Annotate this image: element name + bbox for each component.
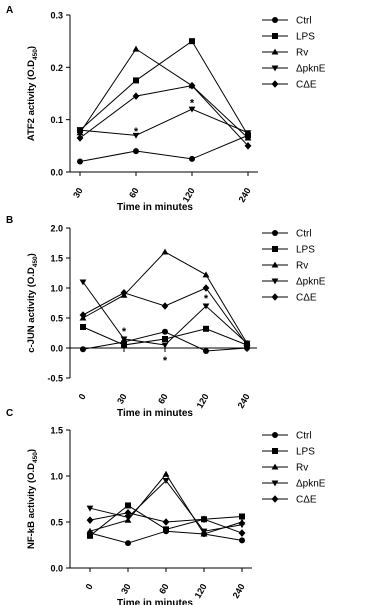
legend-marker-lps — [272, 33, 278, 39]
legend-label-lps: LPS — [296, 446, 315, 458]
data-point-lps — [162, 336, 168, 342]
legend-marker-c-e — [272, 80, 279, 88]
data-point-ctrl — [162, 329, 168, 335]
data-point-c-e — [163, 518, 170, 526]
data-point-rv — [203, 271, 210, 277]
significance-star: * — [189, 97, 195, 110]
legend-marker-lps — [272, 448, 278, 454]
data-point-lps — [239, 513, 245, 519]
data-point-ctrl — [189, 156, 195, 162]
data-point-ctrl — [203, 348, 209, 354]
x-tick-label: 120 — [194, 392, 211, 411]
series-line-pkne — [80, 109, 248, 135]
legend-label-pkne: ΔpknE — [296, 63, 326, 75]
x-tick-label: 240 — [235, 392, 252, 411]
legend-marker-ctrl — [272, 432, 278, 438]
x-axis-label: Time in minutes — [117, 202, 193, 213]
y-tick-label: 0.1 — [50, 115, 63, 126]
x-tick-label: 30 — [71, 186, 85, 200]
data-point-c-e — [239, 529, 246, 537]
chart-panel-a — [6, 5, 326, 213]
x-tick-label: 60 — [127, 186, 141, 200]
legend-label-lps: LPS — [296, 31, 315, 43]
panel-label: B — [6, 215, 14, 226]
data-point-lps — [125, 502, 131, 508]
significance-star: * — [203, 293, 209, 305]
legend-label-c-e: CΔE — [296, 292, 317, 304]
x-tick-label: 30 — [115, 392, 129, 406]
legend-label-pkne: ΔpknE — [296, 478, 326, 490]
data-point-c-e — [80, 311, 87, 319]
y-tick-label: 0.0 — [50, 343, 63, 354]
legend-marker-ctrl — [272, 17, 278, 23]
y-tick-label: 0.5 — [50, 517, 63, 528]
significance-star: * — [121, 326, 127, 338]
y-tick-label: 0.3 — [50, 10, 63, 21]
y-tick-label: 0.2 — [50, 62, 63, 73]
x-tick-label: 240 — [230, 582, 247, 601]
data-point-rv — [162, 249, 169, 255]
y-axis-label: ATF2 activity $(O.D_{450})$ — [26, 45, 39, 142]
legend-label-c-e: CΔE — [296, 79, 317, 91]
y-tick-label: -0.5 — [47, 373, 63, 384]
legend-label-rv: Rv — [296, 47, 309, 59]
data-point-lps — [80, 324, 86, 330]
significance-star: * — [162, 354, 168, 367]
data-point-c-e — [77, 134, 84, 142]
x-tick-label: 60 — [156, 392, 170, 406]
significance-star: * — [133, 126, 139, 139]
data-point-ctrl — [125, 540, 131, 546]
data-point-c-e — [87, 516, 94, 524]
legend-marker-c-e — [272, 293, 279, 301]
chart-panel-b — [6, 215, 326, 419]
legend-label-rv: Rv — [296, 260, 309, 272]
data-point-ctrl — [77, 159, 83, 165]
legend-label-rv: Rv — [296, 462, 309, 474]
legend-label-ctrl: Ctrl — [296, 15, 312, 27]
y-tick-label: 0.0 — [50, 563, 63, 574]
x-tick-label: 30 — [119, 582, 133, 596]
data-point-ctrl — [239, 537, 245, 543]
data-point-c-e — [162, 302, 169, 310]
data-point-c-e — [121, 289, 128, 297]
x-axis-label: Time in minutes — [117, 408, 193, 419]
data-point-lps — [189, 38, 195, 44]
data-point-lps — [163, 526, 169, 532]
y-axis-label: c-JUN activity $(O.D_{450})$ — [26, 253, 39, 353]
data-point-lps — [133, 77, 139, 83]
x-tick-label: 60 — [157, 582, 171, 596]
legend-label-ctrl: Ctrl — [296, 228, 312, 240]
y-tick-label: 2.0 — [50, 223, 63, 234]
y-tick-label: 0.5 — [50, 313, 63, 324]
x-axis-label: Time in minutes — [117, 598, 193, 605]
x-tick-label: 240 — [236, 186, 253, 205]
x-tick-label: 0 — [83, 582, 95, 592]
data-point-rv — [163, 471, 170, 477]
legend-marker-lps — [272, 246, 278, 252]
data-point-lps — [203, 326, 209, 332]
legend-marker-ctrl — [272, 230, 278, 236]
data-point-rv — [133, 46, 140, 52]
data-point-ctrl — [133, 148, 139, 154]
series-line-ctrl — [80, 135, 248, 161]
chart-panel-c — [6, 408, 326, 605]
y-tick-label: 0.0 — [50, 167, 63, 178]
y-tick-label: 1.5 — [50, 253, 63, 264]
legend-label-lps: LPS — [296, 244, 315, 256]
x-tick-label: 120 — [180, 186, 197, 205]
data-point-c-e — [133, 92, 140, 100]
series-line-lps — [80, 41, 248, 135]
legend-marker-c-e — [272, 495, 279, 503]
legend-label-c-e: CΔE — [296, 494, 317, 506]
y-tick-label: 1.0 — [50, 283, 63, 294]
x-tick-label: 120 — [192, 582, 209, 601]
panel-label: A — [6, 5, 14, 16]
panel-label: C — [6, 408, 14, 419]
y-tick-label: 1.5 — [50, 425, 63, 436]
data-point-lps — [121, 342, 127, 348]
legend-label-pkne: ΔpknE — [296, 276, 326, 288]
data-point-ctrl — [80, 346, 86, 352]
x-tick-label: 0 — [76, 392, 88, 402]
legend-label-ctrl: Ctrl — [296, 430, 312, 442]
y-tick-label: 1.0 — [50, 471, 63, 482]
y-axis-label: NF-kB activity $(O.D_{450})$ — [26, 448, 39, 550]
